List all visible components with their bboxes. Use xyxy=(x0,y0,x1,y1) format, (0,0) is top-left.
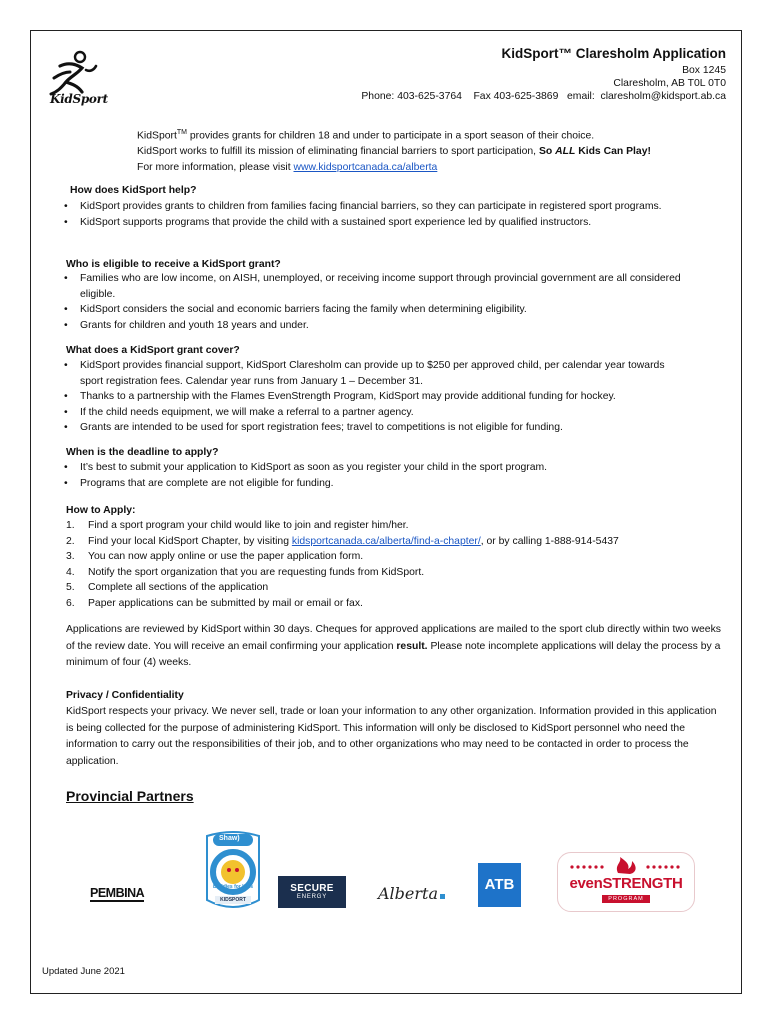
partners-heading: Provincial Partners xyxy=(66,788,194,804)
step-text: You can now apply online or use the paper application form. xyxy=(88,551,364,562)
review-text-rest: Please note incomplete applications will delay the process by a minimum of four (4) weeks. xyxy=(66,640,721,669)
step-number: 4. xyxy=(66,566,75,578)
privacy-heading: Privacy / Confidentiality xyxy=(66,690,184,701)
address-city: Claresholm, AB T0L 0T0 xyxy=(613,78,726,89)
intro-line-2-text: KidSport works to fulfill its mission of eliminating financial barriers to sport participation, xyxy=(137,146,539,158)
intro-line-1-text: KidSport xyxy=(137,130,177,142)
step-text-rest: , or by calling 1-888-914-5437 xyxy=(480,535,619,547)
step-text: Complete all sections of the application xyxy=(88,582,269,593)
step-number: 2. xyxy=(66,535,75,547)
atb-logo: ATB xyxy=(478,863,521,907)
help-list xyxy=(60,199,680,230)
slogan-rest: Kids Can Play! xyxy=(575,146,651,158)
review-paragraph xyxy=(66,622,726,672)
shaw-text: Shaw) xyxy=(219,835,240,842)
intro-line-3-text: For more information, please visit xyxy=(137,162,294,174)
step-text: Paper applications can be submitted by mail or email or fax. xyxy=(88,597,363,609)
list-item: • KidSport provides financial support, KidSport Claresholm can provide up to $250 per approved child, per calendar year towards sport registration fees. Calendar year runs from January 1 – December 31. xyxy=(60,358,690,389)
step-text: Find your local KidSport Chapter, by visiting xyxy=(88,535,292,547)
evenstrength-wordmark: evenSTRENGTH xyxy=(569,875,683,892)
apply-heading: How to Apply: xyxy=(66,505,136,516)
list-item: • Grants for children and youth 18 years and under. xyxy=(60,318,686,334)
evenstrength-program: PROGRAM xyxy=(602,895,650,903)
review-result: result. xyxy=(396,640,428,652)
alberta-wordmark: Alberta xyxy=(378,884,438,903)
step-number: 6. xyxy=(66,597,75,609)
step-number: 1. xyxy=(66,520,75,531)
list-item: • Grants are intended to be used for sport registration fees; travel to competitions is not eligible for funding. xyxy=(60,420,690,436)
intro-line-3 xyxy=(137,160,737,176)
eligible-heading: Who is eligible to receive a KidSport grant? xyxy=(66,259,281,270)
intro-line-1-rest: provides grants for children 18 and under to participate in a sport season of their choice. xyxy=(186,130,595,142)
list-item: • KidSport supports programs that provide the child with a sustained sport experience led by qualified instructors. xyxy=(60,215,680,231)
kidsport-alberta-link[interactable]: www.kidsportcanada.ca/alberta xyxy=(293,162,438,174)
shaw-ring-text: Buddies for Kids xyxy=(212,884,253,890)
trademark-sup: TM xyxy=(176,129,187,136)
help-heading: How does KidSport help? xyxy=(70,185,197,196)
slogan-so: So xyxy=(538,146,556,158)
logo-wordmark: KidSport xyxy=(50,92,108,106)
list-item xyxy=(66,534,706,550)
cover-heading: What does a KidSport grant cover? xyxy=(66,345,240,356)
list-item: • Families who are low income, on AISH, unemployed, or receiving income support through provincial government are all considered eligible. xyxy=(60,271,686,302)
intro-block xyxy=(137,125,737,176)
apply-steps xyxy=(66,518,706,611)
secure-text: SECURE xyxy=(290,883,334,894)
list-item: • Programs that are complete are not eligible for funding. xyxy=(60,476,690,492)
shaw-kidsport-text: KIDSPORT xyxy=(220,897,246,903)
step-number: 5. xyxy=(66,582,75,593)
list-item xyxy=(66,549,706,565)
list-item: • KidSport provides grants to children from families facing financial barriers, so they can participate in registered sport programs. xyxy=(60,199,680,215)
shaw-buddies-logo xyxy=(203,830,263,912)
intro-line-1 xyxy=(137,125,737,144)
list-item: • KidSport considers the social and economic barriers facing the family when determining eligibility. xyxy=(60,302,686,318)
list-item: • If the child needs equipment, we will make a referral to a partner agency. xyxy=(60,405,690,421)
list-item xyxy=(66,580,706,596)
step-text: Notify the sport organization that you are requesting funds from KidSport. xyxy=(88,566,425,578)
slogan-all: ALL xyxy=(555,146,576,158)
step-text: Find a sport program your child would like to join and register him/her. xyxy=(88,520,409,531)
privacy-paragraph: KidSport respects your privacy. We never sell, trade or loan your information to any other organization. Information provided in this application is being collected for the purpose of administering KidSport. This information will only be disclosed to KidSport personnel who need the information to carry out the responsibilities of their job, and to other organizations who may need to be contacted in order to process the application. xyxy=(66,706,717,767)
pembina-wordmark: PEMBINA xyxy=(90,886,145,900)
step-number: 3. xyxy=(66,551,75,562)
list-item xyxy=(66,596,706,612)
alberta-dot-icon xyxy=(440,894,445,899)
address-box: Box 1245 xyxy=(682,65,726,76)
evenstrength-logo xyxy=(557,852,695,912)
kidsport-logo xyxy=(46,48,106,114)
updated-date: Updated June 2021 xyxy=(42,966,125,977)
energy-text: ENERGY xyxy=(296,894,328,900)
eligible-list xyxy=(60,271,686,333)
page-title: KidSport™ Claresholm Application xyxy=(501,46,726,61)
cover-list xyxy=(60,358,690,436)
deadline-heading: When is the deadline to apply? xyxy=(66,447,219,458)
contact-line: Phone: 403-625-3764 Fax 403-625-3869 email: claresholm@kidsport.ab.ca xyxy=(361,91,726,102)
review-text: Applications are reviewed by KidSport within 30 days. Cheques for approved applications are mailed to the sport club directly within two weeks of the review date. You will receive an email confirming your application xyxy=(66,624,721,652)
list-item xyxy=(66,518,706,534)
deadline-list xyxy=(60,460,690,491)
flames-icon xyxy=(562,855,690,875)
list-item xyxy=(66,565,706,581)
intro-line-2 xyxy=(137,144,737,160)
list-item: • It’s best to submit your application to KidSport as soon as you register your child in the sport program. xyxy=(60,460,690,476)
list-item: • Thanks to a partnership with the Flames EvenStrength Program, KidSport may provide additional funding for hockey. xyxy=(60,389,690,405)
alberta-logo xyxy=(378,884,445,903)
pembina-logo xyxy=(90,886,144,902)
find-chapter-link[interactable]: kidsportcanada.ca/alberta/find-a-chapter/ xyxy=(291,535,481,547)
secure-energy-logo xyxy=(278,876,346,908)
